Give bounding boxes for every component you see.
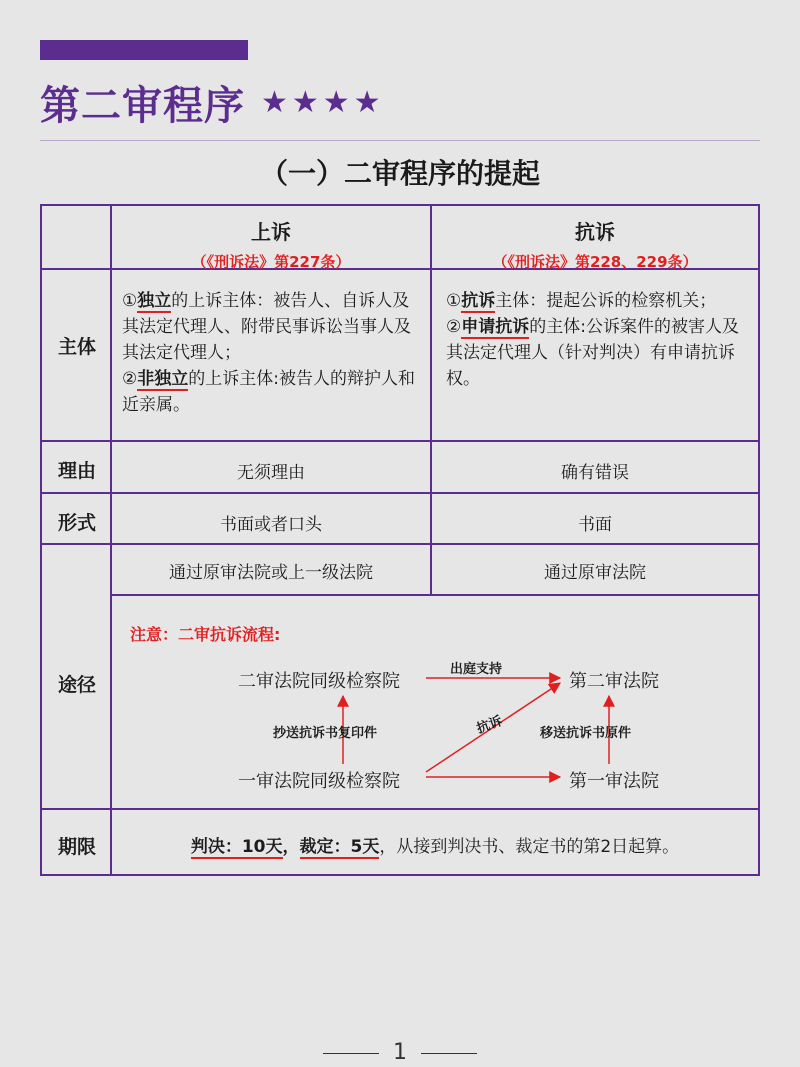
flow-note: 注意：二审抗诉流程:: [130, 625, 281, 644]
header-protest-title: 抗诉: [575, 220, 615, 244]
edge-label-transfer: 移送抗诉书原件: [540, 726, 632, 741]
header-appeal-title: 上诉: [251, 220, 291, 244]
body-text: 的上诉主体：被告人、自诉人及其法定代理人、附带民事诉讼当事人及其法定代理人；: [122, 291, 411, 363]
title-divider: [40, 140, 760, 141]
reason-protest: 确有错误: [561, 463, 629, 483]
footer-rule-left: [323, 1053, 379, 1054]
page-title: 第二审程序: [40, 81, 245, 129]
key-term: 独立: [137, 291, 172, 311]
edge-label-copy: 抄送抗诉书复印件: [273, 726, 378, 741]
row-label-form: 形式: [57, 512, 96, 534]
node-second-procuratorate: 二审法院同级检察院: [238, 671, 400, 692]
row-label-deadline: 期限: [57, 836, 96, 858]
body-text: 主体：提起公诉的检察机关；: [495, 291, 717, 311]
node-first-procuratorate: 一审法院同级检察院: [238, 771, 400, 792]
form-appeal: 书面或者口头: [220, 515, 322, 535]
key-term: 非独立: [137, 369, 189, 389]
row-label-reason: 理由: [57, 460, 96, 482]
body-text: 的主体:公诉案件的被害人及其法定代理人（针对判决）有申请抗诉权。: [446, 317, 739, 389]
section-subtitle: （一）二审程序的提起: [259, 157, 540, 190]
comparison-table: [40, 204, 760, 876]
key-term: 申请抗诉: [461, 317, 530, 337]
title-row: [40, 72, 385, 132]
key-term: 裁定：5天: [299, 837, 380, 857]
key-term: 判决：10天: [190, 837, 283, 857]
header-appeal-law: （《刑诉法》第227条）: [191, 253, 351, 271]
footer-rule-right: [421, 1053, 477, 1054]
edge-label-protest: 抗诉: [474, 713, 505, 737]
rating-stars: ★★★★: [261, 84, 385, 120]
node-first-court: 第一审法院: [569, 771, 659, 792]
header-protest-law: （《刑诉法》第228、229条）: [492, 253, 698, 271]
row-label-subject: 主体: [57, 336, 96, 358]
body-text: ，从接到判决书、裁定书的第2日起算。: [379, 837, 680, 857]
row-label-route: 途径: [57, 674, 96, 696]
key-term: 抗诉: [461, 291, 496, 311]
page-number: 1: [393, 1040, 407, 1065]
top-accent-bar: [40, 40, 248, 60]
deadline-text: [112, 832, 758, 857]
page-footer: [0, 1040, 800, 1065]
edge-label-support: 出庭支持: [450, 662, 503, 677]
num-marker: ②: [446, 317, 462, 337]
node-second-court: 第二审法院: [569, 671, 659, 692]
route-appeal: 通过原审法院或上一级法院: [169, 563, 373, 583]
reason-appeal: 无须理由: [237, 463, 305, 483]
form-protest: 书面: [578, 515, 612, 535]
num-marker: ②: [122, 369, 138, 389]
body-text: 的上诉主体:被告人的辩护人和近亲属。: [122, 369, 415, 415]
route-protest: 通过原审法院: [544, 563, 646, 583]
separator: ，: [282, 837, 300, 857]
num-marker: ①: [446, 291, 462, 311]
num-marker: ①: [122, 291, 138, 311]
